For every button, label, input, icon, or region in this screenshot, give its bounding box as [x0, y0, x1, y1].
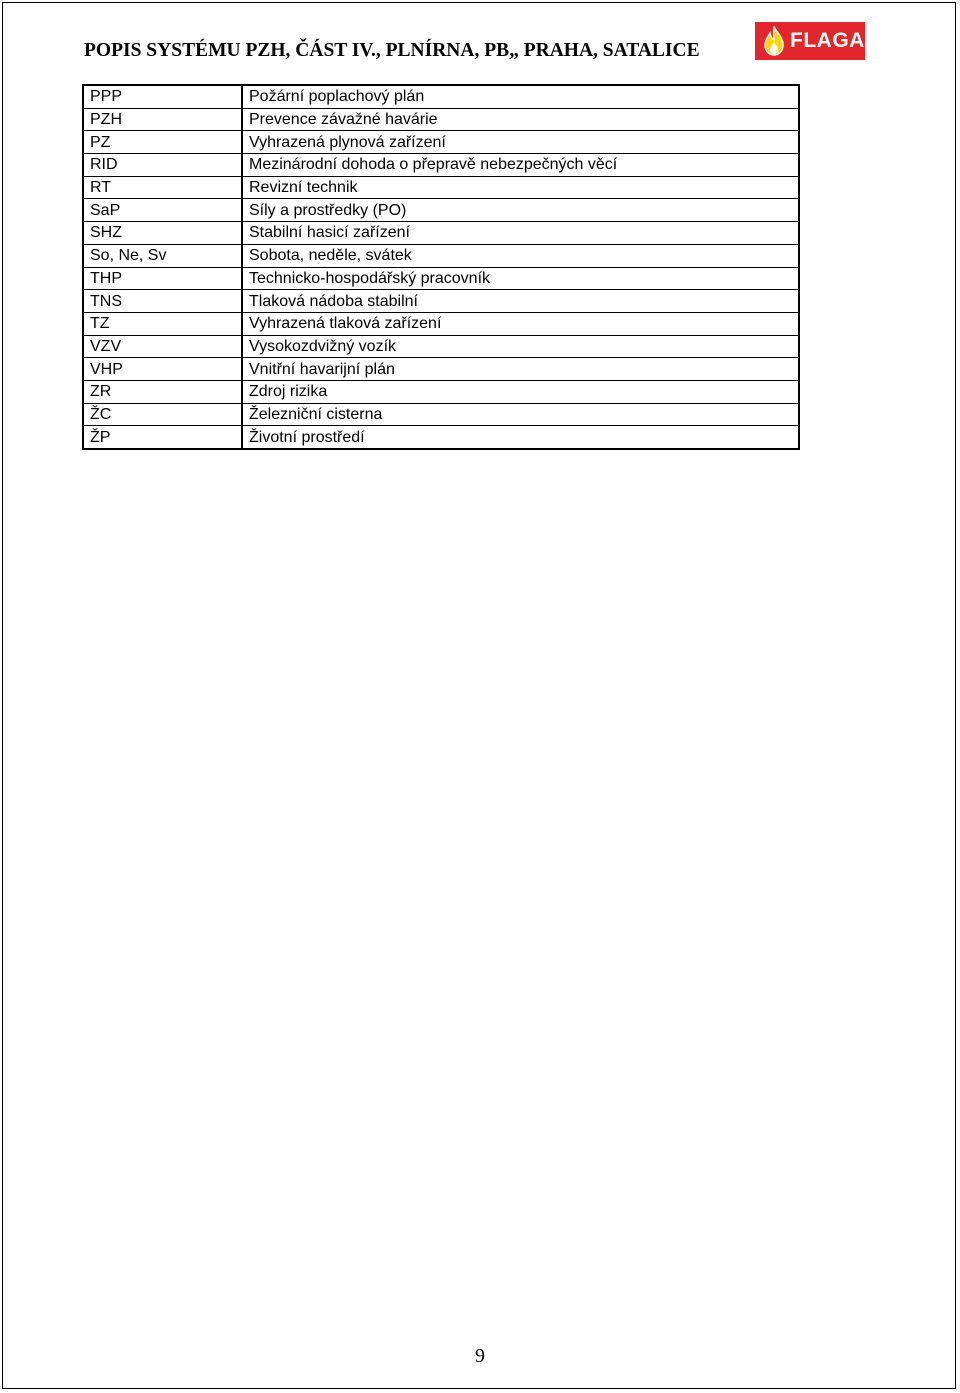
- abbreviation-cell: VHP: [83, 358, 242, 381]
- meaning-cell: Zdroj rizika: [242, 380, 799, 403]
- meaning-cell: Životní prostředí: [242, 426, 799, 449]
- table-row: [83, 108, 799, 131]
- abbreviation-cell: PZ: [83, 131, 242, 154]
- flaga-logo: [755, 22, 865, 60]
- abbreviations-table-body: [83, 85, 799, 449]
- abbreviation-cell: TNS: [83, 290, 242, 313]
- meaning-cell: Síly a prostředky (PO): [242, 199, 799, 222]
- table-row: [83, 176, 799, 199]
- abbreviation-cell: THP: [83, 267, 242, 290]
- abbreviations-table: [82, 84, 800, 450]
- abbreviation-cell: ŽP: [83, 426, 242, 449]
- abbreviation-cell: SHZ: [83, 222, 242, 245]
- abbreviation-cell: PPP: [83, 85, 242, 108]
- table-row: [83, 290, 799, 313]
- abbreviation-cell: ZR: [83, 380, 242, 403]
- table-row: [83, 244, 799, 267]
- page-title: POPIS SYSTÉMU PZH, ČÁST IV., PLNÍRNA, PB„ PRAHA, SATALICE: [84, 40, 700, 61]
- table-row: [83, 131, 799, 154]
- meaning-cell: Vyhrazená plynová zařízení: [242, 131, 799, 154]
- table-row: [83, 154, 799, 177]
- meaning-cell: Vyhrazená tlaková zařízení: [242, 312, 799, 335]
- table-row: [83, 403, 799, 426]
- meaning-cell: Revizní technik: [242, 176, 799, 199]
- meaning-cell: Vnitřní havarijní plán: [242, 358, 799, 381]
- abbreviation-cell: RID: [83, 154, 242, 177]
- table-row: [83, 85, 799, 108]
- meaning-cell: Mezinárodní dohoda o přepravě nebezpečných věcí: [242, 154, 799, 177]
- table-row: [83, 380, 799, 403]
- meaning-cell: Železniční cisterna: [242, 403, 799, 426]
- flame-icon: [761, 26, 787, 56]
- table-row: [83, 222, 799, 245]
- meaning-cell: Sobota, neděle, svátek: [242, 244, 799, 267]
- abbreviation-cell: PZH: [83, 108, 242, 131]
- meaning-cell: Stabilní hasicí zařízení: [242, 222, 799, 245]
- abbreviation-cell: VZV: [83, 335, 242, 358]
- abbreviation-cell: SaP: [83, 199, 242, 222]
- meaning-cell: Požární poplachový plán: [242, 85, 799, 108]
- table-row: [83, 267, 799, 290]
- abbreviation-cell: ŽC: [83, 403, 242, 426]
- meaning-cell: Tlaková nádoba stabilní: [242, 290, 799, 313]
- abbreviation-cell: TZ: [83, 312, 242, 335]
- page-number: 9: [475, 1345, 485, 1367]
- meaning-cell: Prevence závažné havárie: [242, 108, 799, 131]
- table-row: [83, 426, 799, 449]
- meaning-cell: Vysokozdvižný vozík: [242, 335, 799, 358]
- abbreviation-cell: So, Ne, Sv: [83, 244, 242, 267]
- table-row: [83, 199, 799, 222]
- table-row: [83, 335, 799, 358]
- abbreviation-cell: RT: [83, 176, 242, 199]
- table-row: [83, 312, 799, 335]
- meaning-cell: Technicko-hospodářský pracovník: [242, 267, 799, 290]
- logo-text: FLAGA: [790, 29, 865, 52]
- table-row: [83, 358, 799, 381]
